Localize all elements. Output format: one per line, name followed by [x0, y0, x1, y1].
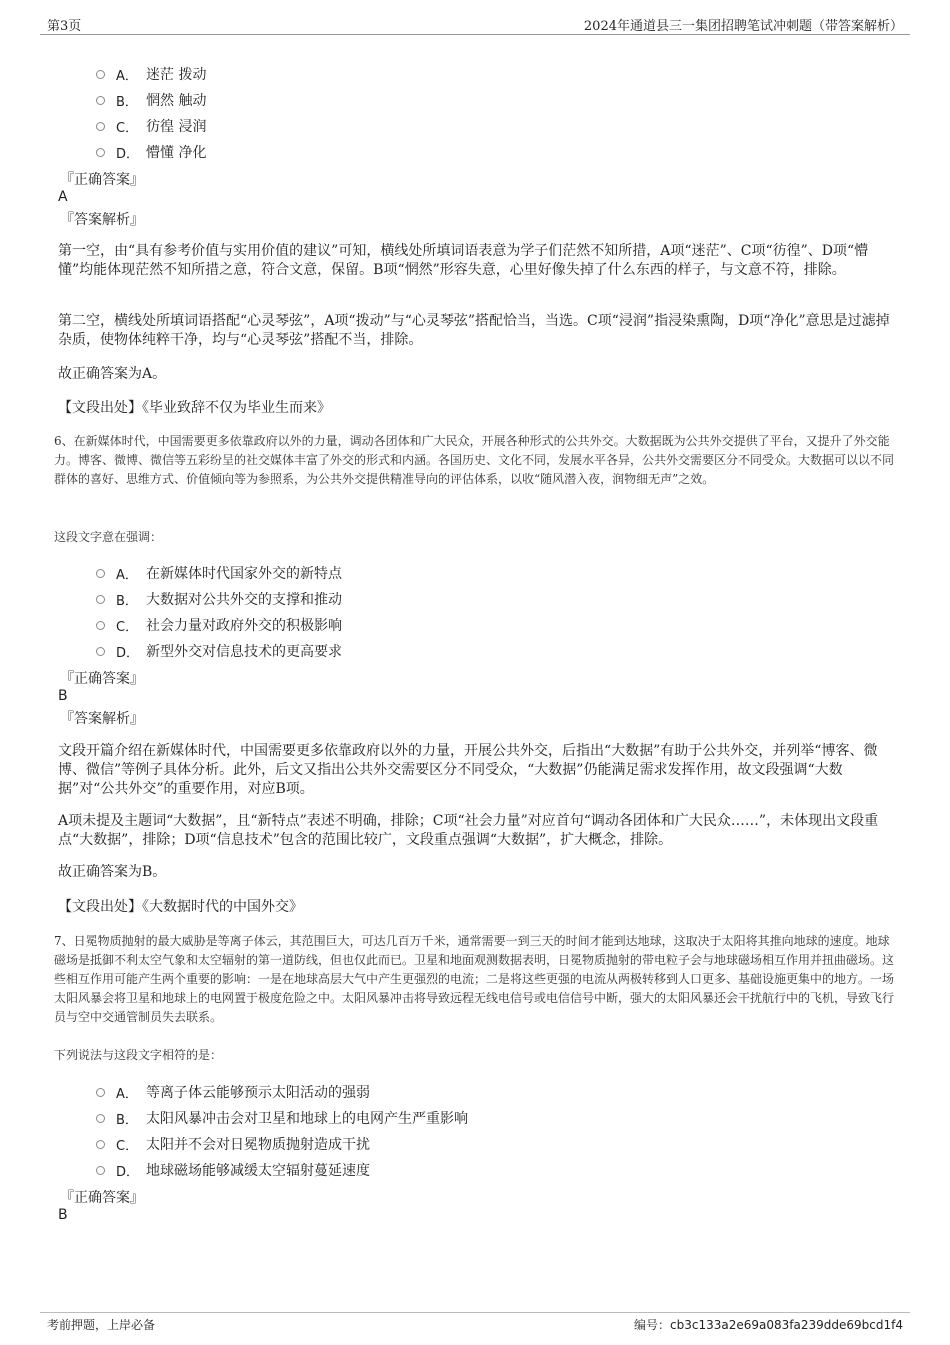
- q6-source: 【文段出处】《大数据时代的中国外交》: [58, 899, 303, 915]
- option-key: A．: [116, 567, 138, 583]
- q7-option-b[interactable]: [96, 1108, 468, 1128]
- option-key: B．: [116, 94, 138, 110]
- option-text: 新型外交对信息技术的更高要求: [146, 644, 342, 660]
- q6-conclusion: 故正确答案为B。: [58, 864, 167, 880]
- option-text: 迷茫 拨动: [146, 67, 207, 83]
- option-text: 惘然 触动: [146, 93, 207, 109]
- q7-question-text: 7、日冕物质抛射的最大威胁是等离子体云，其范围巨大，可达几百万千米，通常需要一到三天的时间才能到达地球，这取决于太阳将其推向地球的速度。地球磁场是抵御不利太空气象和太空辐射的第一道防线，但也仅此而已。卫星和地面观测数据表明，日冕物质抛射的带电粒子会与地球磁场相互作用并扭曲磁场。这些相互作用可能产生两个重要的影响：一是在地球高层大气中产生更强烈的电流；二是将这些更强的电流从两极转移到人口更多、基础设施更集中的地方。一场太阳风暴会将卫星和地球上的电网置于极度危险之中。太阳风暴冲击将导致远程无线电信号或电信信号中断，强大的太阳风暴还会干扰航行中的飞机，导致飞行员与空中交通管制员失去联系。: [54, 934, 895, 1024]
- radio-icon[interactable]: [96, 96, 105, 105]
- page-number: 第3页: [47, 19, 82, 34]
- option-key: C．: [116, 1138, 139, 1154]
- radio-icon[interactable]: [96, 621, 105, 630]
- option-key: D．: [116, 645, 140, 661]
- option-text: 太阳并不会对日冕物质抛射造成干扰: [146, 1137, 370, 1153]
- option-text: 懵懂 净化: [146, 145, 207, 161]
- option-key: A．: [116, 1086, 138, 1102]
- document-code: [634, 1316, 903, 1333]
- option-key: C．: [116, 120, 139, 136]
- radio-icon[interactable]: [96, 70, 105, 79]
- q6-prompt: 这段文字意在强调：: [54, 530, 163, 544]
- q7-answer: B: [58, 1207, 68, 1223]
- radio-icon[interactable]: [96, 647, 105, 656]
- footer-slogan: 考前押题，上岸必备: [47, 1318, 156, 1332]
- option-text: 大数据对公共外交的支撑和推动: [146, 592, 342, 608]
- option-key: D．: [116, 146, 140, 162]
- q6-analysis-p1: 文段开篇介绍在新媒体时代，中国需要更多依靠政府以外的力量，开展公共外交，后指出“大数据”有助于公共外交，并列举“博客、微博、微信”等例子具体分析。此外，后文又指出公共外交需要区分不同受众，“大数据”仍能满足需求发挥作用，故文段强调“大数据”对“公共外交”的重要作用，对应B项。: [58, 743, 878, 797]
- page-header: [0, 0, 950, 36]
- option-text: 等离子体云能够预示太阳活动的强弱: [146, 1085, 370, 1101]
- q6-option-d[interactable]: [96, 641, 342, 661]
- option-text: 在新媒体时代国家外交的新特点: [146, 566, 342, 582]
- q7-option-d[interactable]: [96, 1160, 370, 1180]
- code-label: 编号：: [634, 1318, 671, 1332]
- document-title: 2024年通道县三一集团招聘笔试冲刺题（带答案解析）: [583, 19, 903, 34]
- q5-conclusion: 故正确答案为A。: [58, 366, 167, 382]
- header-divider: [40, 34, 910, 35]
- q7-prompt: 下列说法与这段文字相符的是：: [54, 1048, 223, 1062]
- radio-icon[interactable]: [96, 1088, 105, 1097]
- radio-icon[interactable]: [96, 595, 105, 604]
- option-key: B．: [116, 593, 138, 609]
- option-key: D．: [116, 1164, 140, 1180]
- q5-analysis-p2: 第二空，横线处所填词语搭配“心灵琴弦”，A项“拨动”与“心灵琴弦”搭配恰当，当选。C项“浸润”指浸染熏陶，D项“净化”意思是过滤掉杂质，使物体纯粹干净，均与“心灵琴弦”搭配不当，排除。: [58, 313, 890, 348]
- q5-option-d[interactable]: [96, 142, 206, 162]
- option-key: C．: [116, 619, 139, 635]
- q7-answer-label: 『正确答案』: [60, 1190, 144, 1206]
- q6-answer-label: 『正确答案』: [60, 671, 144, 687]
- q7-option-c[interactable]: [96, 1134, 370, 1154]
- option-text: 太阳风暴冲击会对卫星和地球上的电网产生严重影响: [146, 1111, 468, 1127]
- q5-analysis-label: 『答案解析』: [60, 212, 144, 228]
- q5-option-b[interactable]: [96, 90, 206, 110]
- q5-analysis-p1: 第一空，由“具有参考价值与实用价值的建议”可知，横线处所填词语表意为学子们茫然不知所措，A项“迷茫”、C项“彷徨”、D项“懵懂”均能体现茫然不知所措之意，符合文意，保留。B项“惘然”形容失意，心里好像失掉了什么东西的样子，与文意不符，排除。: [58, 243, 869, 278]
- q5-option-a[interactable]: [96, 64, 206, 84]
- q6-question-text: 6、在新媒体时代，中国需要更多依靠政府以外的力量，调动各团体和广大民众，开展各种形式的公共外交。大数据既为公共外交提供了平台，又提升了外交能力。博客、微博、微信等五彩纷呈的社交媒体丰富了外交的形式和内涵。各国历史、文化不同，发展水平各异，公共外交需要区分不同受众。大数据可以以不同群体的喜好、思维方式、价值倾向等为参照系，为公共外交提供精准导向的评估体系，以收“随风潜入夜，润物细无声”之效。: [54, 434, 895, 486]
- q6-option-a[interactable]: [96, 563, 342, 583]
- option-text: 彷徨 浸润: [146, 119, 207, 135]
- radio-icon[interactable]: [96, 1166, 105, 1175]
- radio-icon[interactable]: [96, 1114, 105, 1123]
- q6-option-b[interactable]: [96, 589, 342, 609]
- q6-option-c[interactable]: [96, 615, 342, 635]
- radio-icon[interactable]: [96, 1140, 105, 1149]
- radio-icon[interactable]: [96, 122, 105, 131]
- option-text: 社会力量对政府外交的积极影响: [146, 618, 342, 634]
- q5-answer-label: 『正确答案』: [60, 172, 144, 188]
- option-key: A．: [116, 68, 138, 84]
- q5-option-c[interactable]: [96, 116, 206, 136]
- option-key: B．: [116, 1112, 138, 1128]
- q6-answer: B: [58, 688, 68, 704]
- footer-divider: [40, 1312, 910, 1313]
- radio-icon[interactable]: [96, 569, 105, 578]
- q6-analysis-label: 『答案解析』: [60, 711, 144, 727]
- option-text: 地球磁场能够减缓太空辐射蔓延速度: [146, 1163, 370, 1179]
- q6-analysis-p2: A项未提及主题词“大数据”，且“新特点”表述不明确，排除；C项“社会力量”对应首句“调动各团体和广大民众……”，未体现出文段重点“大数据”，排除；D项“信息技术”包含的范围比较广，文段重点强调“大数据”，扩大概念，排除。: [58, 813, 879, 848]
- radio-icon[interactable]: [96, 148, 105, 157]
- q5-source: 【文段出处】《毕业致辞不仅为毕业生而来》: [58, 400, 331, 416]
- q5-answer: A: [58, 189, 68, 205]
- code-value: cb3c133a2e69a083fa239dde69bcd1f4: [670, 1318, 903, 1332]
- q7-option-a[interactable]: [96, 1082, 370, 1102]
